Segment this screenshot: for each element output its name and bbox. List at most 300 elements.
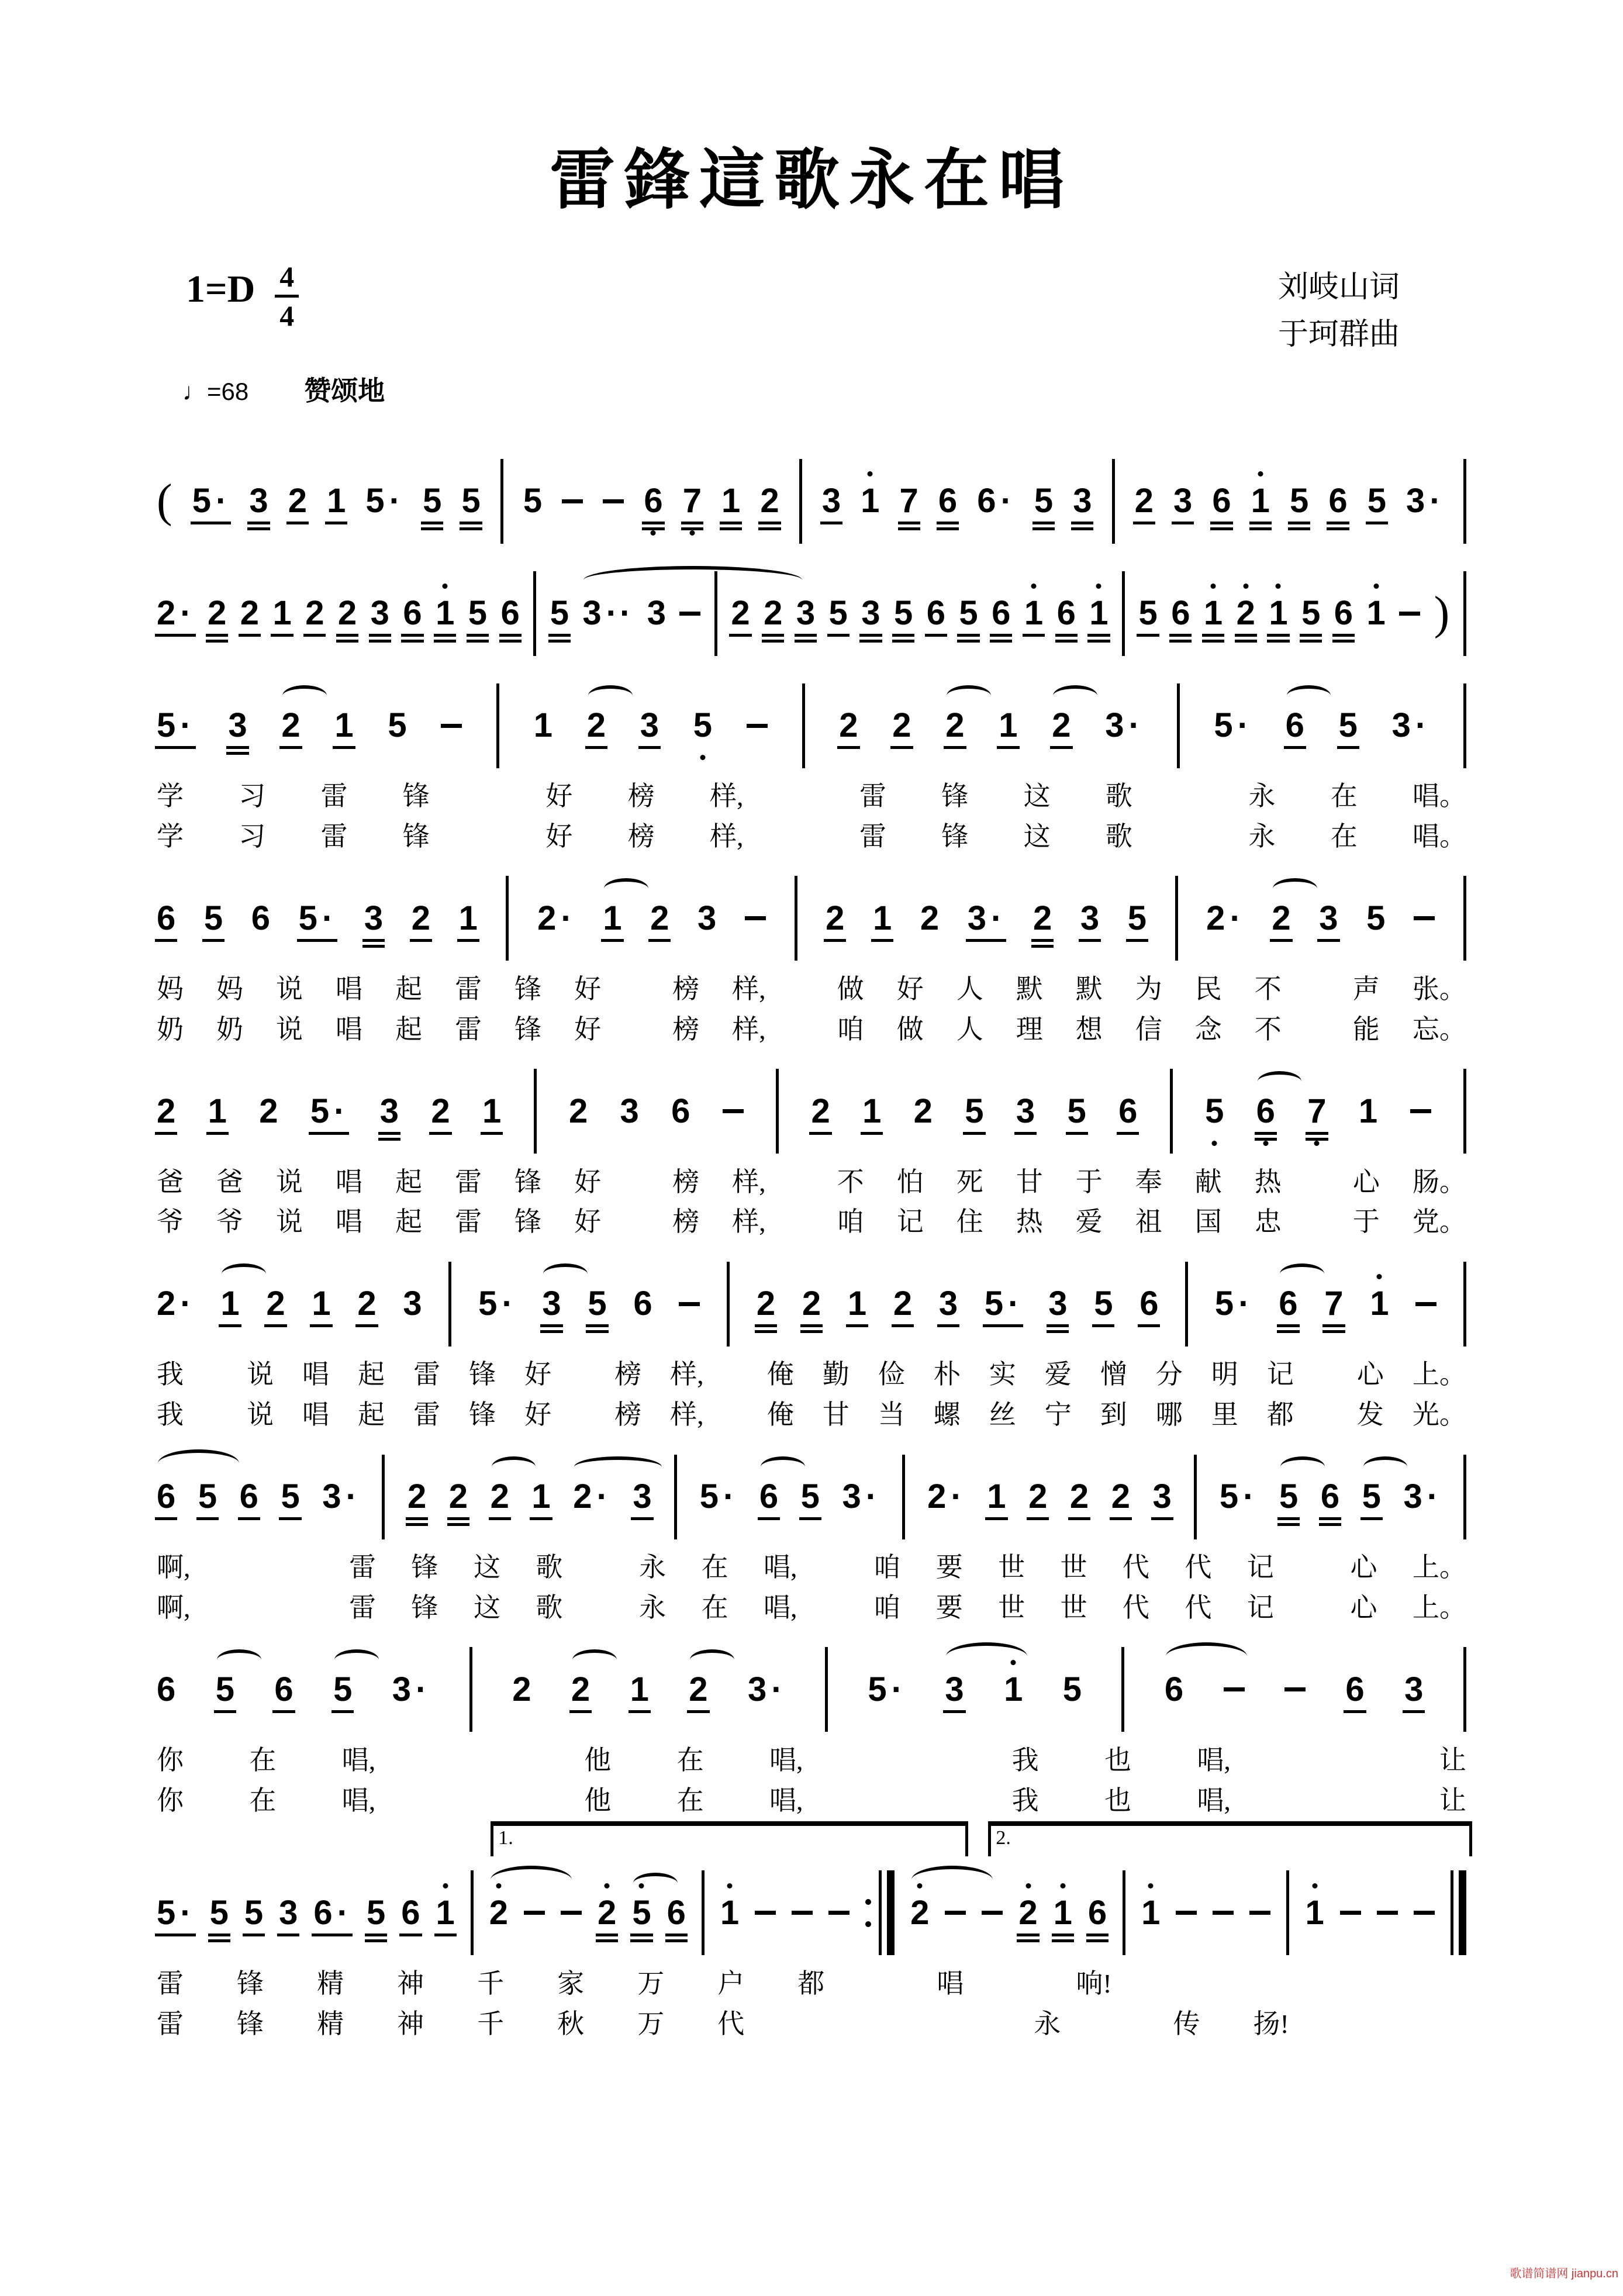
volta-bracket — [988, 1821, 1472, 1856]
notes-row — [157, 1451, 1466, 1543]
dot-after: · — [1238, 1285, 1252, 1323]
lyric-syllable — [857, 2009, 862, 2040]
lyric-syllable: 锋 — [237, 2008, 264, 2039]
duration-underline — [1055, 634, 1078, 637]
note-number: 3 — [633, 1477, 652, 1516]
note-token — [1213, 1911, 1234, 1915]
lyricist-credit: 刘岐山词 — [1278, 271, 1400, 304]
lyric-syllable — [799, 974, 804, 1005]
lyric-syllable — [1283, 1969, 1289, 2000]
duration-underline — [1277, 1517, 1300, 1520]
note-token — [288, 484, 307, 518]
lyric-syllable: 理 — [1016, 1014, 1043, 1044]
duration-underline — [155, 634, 196, 637]
note-token — [568, 1092, 588, 1130]
lyrics-row — [157, 1359, 1466, 1390]
score-system — [157, 1827, 1466, 2040]
note-token — [999, 706, 1018, 744]
note-token — [1111, 1477, 1130, 1516]
duration-underline — [226, 752, 248, 755]
note-token — [603, 499, 624, 503]
note-number: 5 — [1062, 1670, 1082, 1708]
barline — [533, 571, 536, 656]
duration-underline — [406, 1517, 428, 1520]
note-number: 3 — [967, 899, 986, 937]
note-token — [1403, 1477, 1441, 1516]
duration-underline — [601, 939, 623, 942]
note-token — [920, 899, 940, 937]
note-number: 6 — [644, 482, 663, 520]
note-number: 2 — [731, 594, 750, 632]
lyric-syllable: 永 — [1248, 821, 1276, 851]
duration-underline — [196, 1517, 219, 1520]
octave-dot-below — [1212, 1141, 1217, 1146]
lyric-syllable: 为 — [1135, 973, 1162, 1004]
lyric-syllable: 都 — [797, 1968, 825, 1998]
note-number: 5 — [699, 1477, 719, 1516]
note-number: 2 — [157, 1092, 176, 1130]
lyric-syllable: 好 — [545, 781, 573, 811]
lyric-syllable: 样, — [670, 1359, 704, 1390]
note-number: 5 — [1214, 706, 1233, 744]
duration-underline — [586, 1324, 608, 1327]
note-number: 2 — [490, 1477, 509, 1516]
duration-underline — [762, 640, 784, 643]
note-number: 3 — [379, 1092, 399, 1130]
lyric-syllable: 雷 — [455, 1207, 482, 1237]
note-token — [1127, 899, 1147, 937]
note-number: 6 — [1256, 1092, 1275, 1130]
slur-arc — [690, 1649, 734, 1670]
duration-underline — [401, 640, 423, 643]
lyric-syllable: 俺 — [766, 1359, 794, 1390]
note-token — [1224, 1687, 1245, 1691]
octave-dot-above — [1211, 584, 1216, 589]
lyric-syllable: 锋 — [469, 1359, 496, 1390]
dot-after: · — [1230, 899, 1244, 937]
barline — [1123, 1870, 1125, 1955]
note-number: 7 — [899, 482, 918, 520]
lyric-syllable: 榜 — [614, 1400, 642, 1430]
note-number: 3 — [279, 1893, 298, 1932]
note-number: 5 — [1034, 482, 1054, 520]
note-number: 6 — [1087, 1893, 1107, 1932]
note-token — [1139, 1287, 1158, 1321]
dash-hold — [1213, 1911, 1234, 1915]
duration-underline — [890, 746, 913, 749]
note-token — [598, 1893, 617, 1932]
note-token — [1034, 484, 1053, 518]
duration-underline — [800, 1330, 823, 1333]
note-token — [842, 1477, 880, 1516]
note-number: 1 — [987, 1477, 1006, 1516]
note-token — [1215, 1287, 1252, 1321]
dash-hold — [562, 499, 583, 503]
key-signature — [186, 260, 299, 332]
bar-line — [496, 683, 499, 768]
duration-underline — [369, 634, 391, 637]
note-token — [1135, 484, 1154, 518]
note-number: 2 — [357, 1285, 377, 1323]
note-token — [357, 1287, 376, 1321]
note-number: 1 — [720, 1893, 740, 1932]
lyric-syllable: 奶 — [216, 1014, 244, 1044]
duration-underline — [944, 746, 966, 749]
lyric-syllable — [267, 1593, 272, 1624]
lyric-syllable: 在 — [701, 1593, 728, 1623]
lyric-syllable: 扬! — [1253, 2008, 1289, 2039]
note-token — [1173, 484, 1192, 518]
note-token — [1249, 1911, 1270, 1915]
duration-underline — [331, 1710, 354, 1713]
notes-row — [157, 1644, 1466, 1736]
duration-underline — [720, 527, 742, 530]
note-token — [1406, 484, 1444, 518]
note-number: 2 — [913, 1092, 933, 1130]
note-number: 5 — [1301, 594, 1321, 632]
lyric-syllable: 榜 — [672, 1207, 700, 1237]
lyric-syllable: 咱 — [873, 1593, 901, 1623]
lyric-syllable: 世 — [998, 1593, 1025, 1623]
note-token — [927, 596, 945, 630]
note-token — [1176, 1911, 1197, 1915]
note-token — [1067, 1092, 1086, 1130]
note-number: 6 — [157, 1477, 176, 1516]
tempo-line — [182, 370, 385, 408]
note-token — [985, 1287, 1022, 1321]
lyrics-row — [157, 1552, 1466, 1583]
lyrics-row — [157, 1745, 1466, 1776]
note-number: 1 — [208, 1092, 227, 1130]
lyric-syllable: 精 — [317, 1968, 344, 1998]
note-token — [800, 1477, 820, 1516]
note-token — [1237, 596, 1255, 630]
note-number: 3 — [647, 594, 667, 632]
note-number: 2 — [1111, 1477, 1130, 1516]
note-number: 2 — [337, 594, 357, 632]
duration-underline — [1027, 1517, 1049, 1520]
note-token — [1105, 706, 1142, 744]
duration-underline — [1306, 1138, 1328, 1141]
lyric-syllable: 好 — [524, 1359, 552, 1390]
note-number: 2 — [512, 1670, 531, 1708]
lyric-syllable: 学 — [157, 781, 184, 811]
lyric-syllable: 勤 — [822, 1359, 850, 1390]
lyric-syllable: 唱, — [341, 1745, 376, 1775]
duration-underline — [1235, 634, 1257, 637]
note-token — [1272, 899, 1291, 937]
dot-after: · — [723, 1477, 737, 1516]
barline — [1463, 571, 1466, 656]
duration-underline — [937, 527, 959, 530]
lyric-syllable — [916, 2009, 921, 2040]
duration-underline — [1322, 1330, 1345, 1333]
lyric-syllable: 声 — [1352, 973, 1380, 1004]
lyric-syllable: 这 — [1023, 821, 1051, 851]
dash-hold — [792, 1911, 813, 1915]
slur-arc — [543, 1263, 588, 1285]
duration-underline — [1137, 634, 1159, 637]
note-token — [755, 1911, 776, 1915]
duration-underline — [762, 634, 784, 637]
note-token — [458, 899, 478, 937]
lyric-syllable: 不 — [1254, 1014, 1282, 1044]
octave-dot-above — [639, 1883, 644, 1888]
bar-line — [1177, 683, 1180, 768]
lyric-syllable: 唱。 — [1413, 781, 1466, 811]
note-token — [305, 596, 324, 630]
note-number: 7 — [1307, 1092, 1327, 1130]
note-token — [1328, 484, 1347, 518]
note-token — [893, 1287, 912, 1321]
time-signature-denominator: 4 — [279, 299, 295, 332]
duration-underline — [399, 1934, 422, 1936]
duration-underline — [1023, 634, 1045, 637]
duration-underline — [410, 939, 432, 942]
note-token — [829, 596, 848, 630]
barline — [1185, 1262, 1188, 1346]
note-token — [796, 596, 815, 630]
duration-underline — [569, 1710, 592, 1713]
dash-hold — [561, 1911, 582, 1915]
note-token — [760, 484, 779, 518]
dash-hold — [1224, 1687, 1245, 1691]
note-token — [1338, 706, 1358, 744]
score-system — [157, 679, 1466, 852]
lyric-syllable: 秋 — [557, 2008, 585, 2039]
note-number: 1 — [1269, 594, 1288, 632]
note-token — [1279, 1287, 1297, 1321]
note-token — [1358, 1092, 1378, 1130]
lyrics-row — [157, 1167, 1466, 1198]
lyric-syllable: 雷 — [320, 781, 348, 811]
bar-line — [1185, 1262, 1188, 1346]
note-token — [1204, 596, 1223, 630]
bar-line — [802, 683, 805, 768]
duration-underline — [1133, 522, 1155, 524]
note-number: 1 — [872, 899, 892, 937]
dot-after: · — [416, 1670, 430, 1708]
duration-underline — [365, 1934, 387, 1936]
duration-underline — [362, 939, 385, 942]
barline — [471, 1870, 474, 1955]
note-token — [448, 1477, 468, 1516]
lyric-syllable: 万 — [637, 1968, 665, 1998]
note-number: 2 — [305, 594, 324, 632]
barline — [902, 1455, 905, 1539]
lyric-syllable: 党。 — [1412, 1207, 1466, 1237]
note-number: 1 — [1141, 1893, 1161, 1932]
lyric-syllable: 肠。 — [1412, 1166, 1466, 1197]
bar-line — [674, 1455, 677, 1539]
lyric-syllable: 样, — [670, 1400, 704, 1430]
note-number: 5 — [959, 594, 978, 632]
slur-arc — [574, 1456, 661, 1477]
bar-line — [1463, 876, 1466, 961]
duration-underline — [540, 1330, 562, 1333]
note-number: 6 — [1328, 482, 1348, 520]
note-token — [501, 596, 520, 630]
note-token — [1368, 484, 1386, 518]
lyric-syllable: 妈 — [216, 973, 244, 1004]
lyric-syllable: 家 — [557, 1968, 585, 1998]
duration-underline — [638, 746, 661, 749]
note-token — [157, 1893, 194, 1932]
note-token — [721, 484, 740, 518]
lyric-syllable: 榜 — [672, 1166, 700, 1197]
dot-after: · — [1128, 706, 1142, 744]
bar-line — [1463, 1647, 1466, 1732]
note-number: 5 — [1362, 1477, 1381, 1516]
lyric-syllable: 雷 — [349, 1593, 377, 1623]
duration-underline — [629, 1710, 651, 1713]
note-token — [379, 1092, 399, 1130]
duration-underline — [1169, 640, 1192, 643]
note-token — [588, 1287, 606, 1321]
note-token — [1415, 1302, 1436, 1306]
note-token — [298, 899, 336, 937]
note-number: 1 — [1305, 1893, 1324, 1932]
duration-underline — [401, 634, 423, 637]
duration-underline — [548, 634, 571, 637]
duration-underline — [720, 522, 742, 524]
lyric-syllable: 要 — [935, 1593, 963, 1623]
duration-underline — [665, 1934, 688, 1936]
lyric-syllable: 雷 — [349, 1552, 377, 1583]
duration-underline — [499, 634, 522, 637]
duration-underline — [540, 1324, 562, 1327]
score-system — [157, 455, 1466, 547]
lyric-syllable: 世 — [998, 1552, 1025, 1583]
lyric-syllable: 说 — [247, 1359, 274, 1390]
barline — [382, 1455, 385, 1539]
lyric-syllable: 爷 — [157, 1207, 184, 1237]
barline — [714, 571, 717, 656]
lyric-syllable: 不 — [837, 1166, 864, 1197]
note-number: 3 — [1404, 1670, 1424, 1708]
duration-underline — [820, 522, 842, 524]
note-token — [811, 1092, 830, 1130]
note-token — [1391, 706, 1429, 744]
note-number: 6 — [671, 1092, 690, 1130]
slur-arc — [761, 1456, 805, 1477]
note-number: 6 — [500, 594, 520, 632]
note-number: 2 — [157, 594, 176, 632]
note-token — [333, 1670, 353, 1708]
note-token — [338, 596, 357, 630]
note-token — [209, 1893, 229, 1932]
score-lines — [157, 455, 1466, 2059]
duration-underline — [272, 1710, 295, 1713]
slur-arc — [1280, 1263, 1324, 1285]
duration-underline — [1151, 1517, 1173, 1520]
note-number: 2 — [568, 1092, 588, 1130]
lyric-syllable: 千 — [477, 1968, 505, 1998]
note-token — [401, 1893, 420, 1932]
note-number: 1 — [1366, 594, 1386, 632]
note-token — [423, 484, 441, 518]
duration-underline — [369, 640, 391, 643]
octave-dot-above — [443, 584, 448, 589]
note-number: 5 — [461, 482, 481, 520]
lyric-syllable — [513, 1786, 519, 1817]
note-number: 3 — [322, 1477, 341, 1516]
note-token — [644, 484, 662, 518]
lyric-syllable: 起 — [358, 1359, 385, 1390]
duration-underline — [1032, 522, 1055, 524]
lyric-syllable: 榜 — [672, 1014, 700, 1044]
lyric-syllable: 雷 — [455, 973, 482, 1004]
duration-underline — [937, 522, 959, 524]
lyric-syllable: 说 — [276, 973, 303, 1004]
note-number: 6 — [759, 1477, 779, 1516]
lyric-syllable: 上。 — [1412, 1359, 1466, 1390]
note-token — [157, 706, 194, 744]
duration-underline — [421, 522, 443, 524]
note-token — [244, 1893, 264, 1932]
bar-line — [469, 1647, 472, 1732]
note-number: 5 — [281, 1477, 300, 1516]
barline — [799, 459, 802, 544]
duration-underline — [355, 1324, 378, 1327]
duration-underline — [457, 939, 479, 942]
note-token — [436, 1893, 455, 1932]
lyric-syllable: 实 — [989, 1359, 1016, 1390]
note-number: 2 — [573, 1477, 592, 1516]
note-token — [872, 899, 892, 937]
note-number: 2 — [689, 1670, 708, 1708]
duration-underline — [429, 1132, 451, 1135]
lyric-syllable: 雷 — [157, 2008, 184, 2039]
dot-after: · — [346, 1477, 360, 1516]
duration-underline — [1086, 1939, 1109, 1942]
note-number: 2 — [586, 706, 606, 744]
duration-underline — [630, 1939, 652, 1942]
dot-after: · — [389, 482, 403, 520]
lyrics-row — [157, 1400, 1466, 1431]
note-number: 5 — [1338, 706, 1358, 744]
lyric-syllable: 习 — [239, 821, 266, 851]
note-token — [371, 596, 389, 630]
note-token — [571, 1670, 591, 1708]
note-token — [1284, 1687, 1306, 1691]
note-token — [764, 596, 782, 630]
duration-underline — [1332, 634, 1355, 637]
duration-underline — [1332, 640, 1355, 643]
lyric-syllable — [1309, 1593, 1315, 1624]
barline — [795, 876, 797, 961]
note-number: 3 — [249, 482, 268, 520]
lyric-syllable: 咱 — [837, 1014, 864, 1044]
dash-hold — [982, 1911, 1003, 1915]
lyric-syllable: 唱, — [341, 1785, 376, 1815]
lyric-syllable: 习 — [239, 781, 266, 811]
lyric-syllable: 我 — [157, 1359, 184, 1390]
bar-line — [702, 1870, 705, 1955]
lyric-syllable: 妈 — [157, 973, 184, 1004]
lyric-syllable — [1314, 1014, 1320, 1045]
lyric-syllable: 爱 — [1044, 1359, 1072, 1390]
note-token — [157, 1287, 194, 1321]
note-token — [757, 1287, 775, 1321]
duration-underline — [1068, 1517, 1090, 1520]
lyric-syllable: 信 — [1135, 1014, 1162, 1044]
lyric-syllable: 他 — [584, 1785, 612, 1815]
lyric-syllable: 代 — [1185, 1593, 1212, 1623]
note-number: 2 — [802, 1285, 821, 1323]
lyric-syllable: 唱 — [336, 1166, 363, 1197]
octave-dot-above — [1312, 1883, 1317, 1888]
